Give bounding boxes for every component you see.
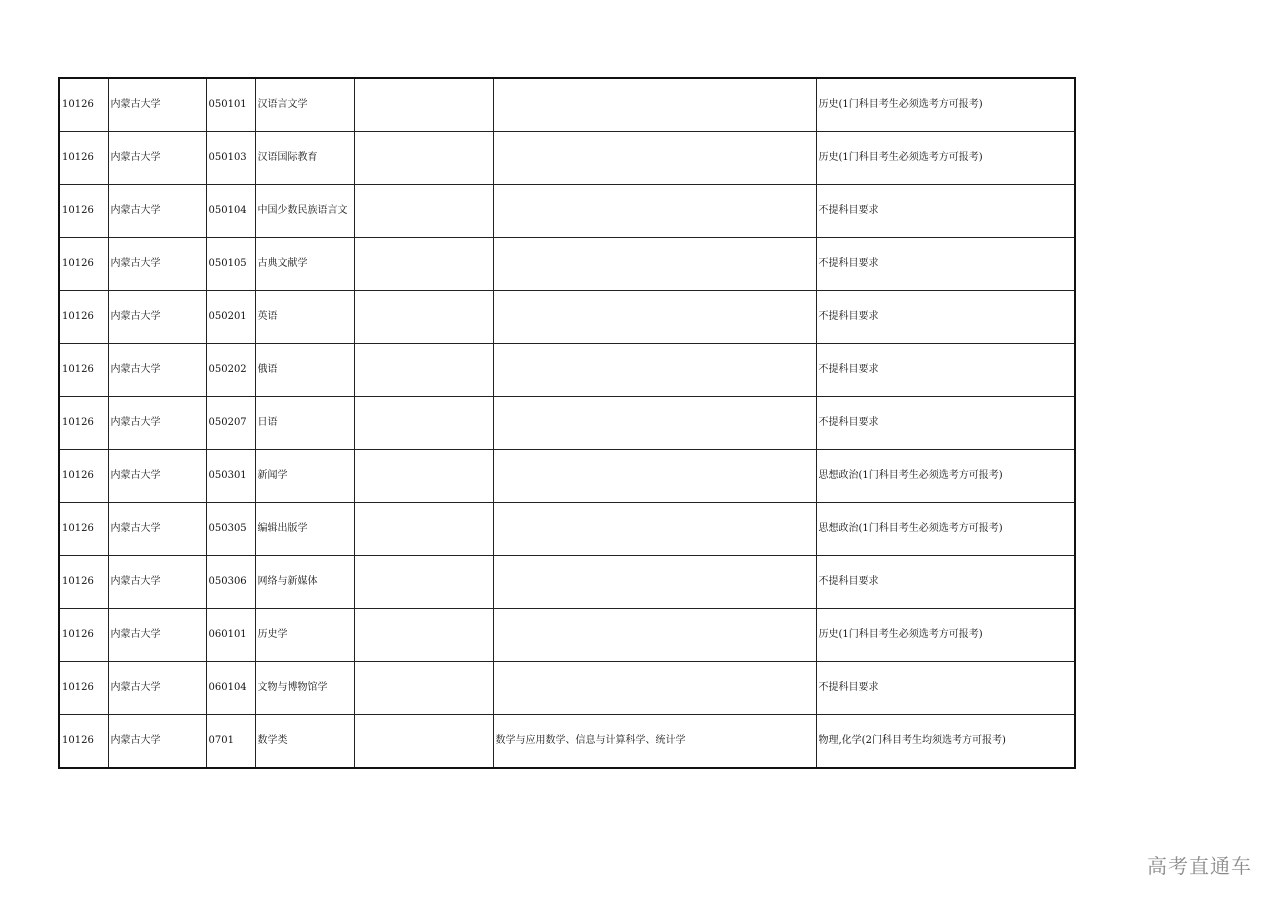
major-name-cell: 历史学 xyxy=(255,609,354,662)
majors-included-cell: 数学与应用数学、信息与计算科学、统计学 xyxy=(493,715,816,769)
majors-included-cell xyxy=(493,503,816,556)
major-name-cell: 汉语国际教育 xyxy=(255,132,354,185)
subject-requirements-table xyxy=(58,77,1076,769)
school-code-cell: 10126 xyxy=(59,185,108,238)
empty-cell xyxy=(354,556,493,609)
school-code-cell: 10126 xyxy=(59,662,108,715)
empty-cell xyxy=(354,344,493,397)
school-code-cell: 10126 xyxy=(59,397,108,450)
school-name-cell: 内蒙古大学 xyxy=(108,715,206,769)
majors-included-cell xyxy=(493,78,816,132)
major-name-cell: 日语 xyxy=(255,397,354,450)
school-code-cell: 10126 xyxy=(59,609,108,662)
table-row xyxy=(59,397,1075,450)
table-row xyxy=(59,238,1075,291)
table-row xyxy=(59,556,1075,609)
school-code-cell: 10126 xyxy=(59,715,108,769)
table-row xyxy=(59,450,1075,503)
majors-included-cell xyxy=(493,344,816,397)
majors-included-cell xyxy=(493,609,816,662)
majors-included-cell xyxy=(493,556,816,609)
subject-requirement-cell: 思想政治(1门科目考生必须选考方可报考) xyxy=(816,503,1075,556)
majors-included-cell xyxy=(493,132,816,185)
major-name-cell: 古典文献学 xyxy=(255,238,354,291)
majors-included-cell xyxy=(493,450,816,503)
table-row xyxy=(59,662,1075,715)
major-name-cell: 数学类 xyxy=(255,715,354,769)
empty-cell xyxy=(354,132,493,185)
table-row xyxy=(59,503,1075,556)
school-name-cell: 内蒙古大学 xyxy=(108,397,206,450)
table-row xyxy=(59,185,1075,238)
school-code-cell: 10126 xyxy=(59,450,108,503)
subject-requirement-cell: 思想政治(1门科目考生必须选考方可报考) xyxy=(816,450,1075,503)
school-code-cell: 10126 xyxy=(59,291,108,344)
empty-cell xyxy=(354,291,493,344)
major-code-cell: 050104 xyxy=(206,185,255,238)
empty-cell xyxy=(354,503,493,556)
major-code-cell: 0701 xyxy=(206,715,255,769)
school-name-cell: 内蒙古大学 xyxy=(108,609,206,662)
subject-requirement-cell: 历史(1门科目考生必须选考方可报考) xyxy=(816,132,1075,185)
subject-requirement-cell: 历史(1门科目考生必须选考方可报考) xyxy=(816,609,1075,662)
majors-included-cell xyxy=(493,238,816,291)
school-name-cell: 内蒙古大学 xyxy=(108,503,206,556)
table-row xyxy=(59,344,1075,397)
major-code-cell: 050305 xyxy=(206,503,255,556)
table-body xyxy=(59,78,1075,768)
major-code-cell: 060101 xyxy=(206,609,255,662)
subject-requirement-cell: 不提科目要求 xyxy=(816,238,1075,291)
empty-cell xyxy=(354,238,493,291)
subject-requirement-cell: 不提科目要求 xyxy=(816,662,1075,715)
empty-cell xyxy=(354,397,493,450)
major-code-cell: 050105 xyxy=(206,238,255,291)
majors-included-cell xyxy=(493,397,816,450)
empty-cell xyxy=(354,185,493,238)
school-code-cell: 10126 xyxy=(59,78,108,132)
major-name-cell: 汉语言文学 xyxy=(255,78,354,132)
school-code-cell: 10126 xyxy=(59,503,108,556)
majors-included-cell xyxy=(493,291,816,344)
table-row xyxy=(59,291,1075,344)
empty-cell xyxy=(354,78,493,132)
subject-requirement-cell: 不提科目要求 xyxy=(816,291,1075,344)
empty-cell xyxy=(354,609,493,662)
major-code-cell: 050207 xyxy=(206,397,255,450)
major-name-cell: 中国少数民族语言文 xyxy=(255,185,354,238)
empty-cell xyxy=(354,662,493,715)
table-row xyxy=(59,78,1075,132)
major-code-cell: 050101 xyxy=(206,78,255,132)
subject-requirement-cell: 物理,化学(2门科目考生均须选考方可报考) xyxy=(816,715,1075,769)
empty-cell xyxy=(354,450,493,503)
major-name-cell: 新闻学 xyxy=(255,450,354,503)
subject-requirement-cell: 不提科目要求 xyxy=(816,344,1075,397)
school-name-cell: 内蒙古大学 xyxy=(108,185,206,238)
major-code-cell: 050103 xyxy=(206,132,255,185)
school-code-cell: 10126 xyxy=(59,132,108,185)
subject-requirement-cell: 不提科目要求 xyxy=(816,397,1075,450)
major-name-cell: 俄语 xyxy=(255,344,354,397)
subject-requirement-cell: 历史(1门科目考生必须选考方可报考) xyxy=(816,78,1075,132)
school-name-cell: 内蒙古大学 xyxy=(108,238,206,291)
major-code-cell: 050301 xyxy=(206,450,255,503)
majors-included-cell xyxy=(493,185,816,238)
major-code-cell: 050202 xyxy=(206,344,255,397)
school-code-cell: 10126 xyxy=(59,344,108,397)
major-name-cell: 英语 xyxy=(255,291,354,344)
subject-requirement-cell: 不提科目要求 xyxy=(816,556,1075,609)
majors-included-cell xyxy=(493,662,816,715)
table-row xyxy=(59,609,1075,662)
school-code-cell: 10126 xyxy=(59,238,108,291)
table-row xyxy=(59,715,1075,769)
school-name-cell: 内蒙古大学 xyxy=(108,662,206,715)
subject-requirement-cell: 不提科目要求 xyxy=(816,185,1075,238)
major-name-cell: 文物与博物馆学 xyxy=(255,662,354,715)
major-code-cell: 050306 xyxy=(206,556,255,609)
watermark-logo: 高考直通车 xyxy=(1147,854,1252,878)
empty-cell xyxy=(354,715,493,769)
school-name-cell: 内蒙古大学 xyxy=(108,344,206,397)
school-name-cell: 内蒙古大学 xyxy=(108,450,206,503)
major-name-cell: 网络与新媒体 xyxy=(255,556,354,609)
school-name-cell: 内蒙古大学 xyxy=(108,132,206,185)
school-code-cell: 10126 xyxy=(59,556,108,609)
table-row xyxy=(59,132,1075,185)
major-code-cell: 060104 xyxy=(206,662,255,715)
school-name-cell: 内蒙古大学 xyxy=(108,291,206,344)
major-name-cell: 编辑出版学 xyxy=(255,503,354,556)
school-name-cell: 内蒙古大学 xyxy=(108,556,206,609)
major-code-cell: 050201 xyxy=(206,291,255,344)
school-name-cell: 内蒙古大学 xyxy=(108,78,206,132)
